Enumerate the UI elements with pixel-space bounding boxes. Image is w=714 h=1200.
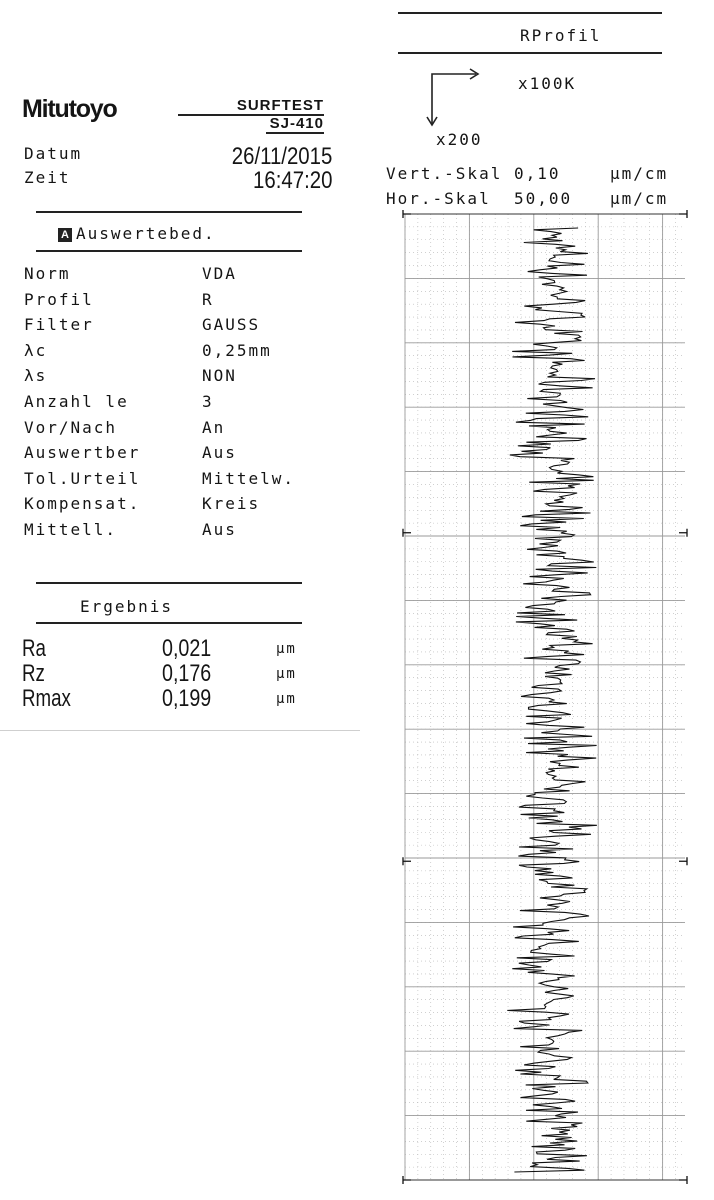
condition-label: λc (24, 340, 48, 360)
result-unit: µm (276, 666, 297, 682)
condition-value: An (202, 417, 226, 437)
condition-label: λs (24, 366, 48, 386)
horizontal-scale-value: 50,00 (514, 189, 573, 208)
condition-value: Aus (202, 443, 237, 463)
divider (36, 582, 302, 584)
roughness-profile-chart (395, 208, 695, 1188)
paper-edge (0, 730, 360, 731)
divider (398, 12, 662, 14)
a-badge-icon: A (58, 228, 72, 242)
date-label: Datum (24, 144, 83, 163)
evaluation-marker (403, 210, 411, 218)
conditions-heading (58, 224, 216, 243)
horizontal-scale-unit: µm/cm (610, 189, 669, 208)
model-line2: SJ-410 (266, 116, 324, 134)
time-value: 16:47:20 (252, 167, 332, 194)
time-label: Zeit (24, 168, 71, 187)
axis-arrows-icon (420, 64, 490, 130)
condition-value: 0,25mm (202, 340, 272, 360)
condition-label: Vor/Nach (24, 417, 118, 437)
condition-value: Mittelw. (202, 468, 296, 488)
vertical-scale-unit: µm/cm (610, 164, 669, 183)
condition-value: Aus (202, 520, 237, 539)
brand-logo: Mitutoyo (22, 95, 117, 123)
condition-value: 3 (202, 392, 214, 411)
condition-value: VDA (202, 264, 237, 283)
date-value: 26/11/2015 (231, 143, 332, 170)
profile-title: RProfil (520, 26, 602, 45)
horizontal-magnification: x200 (436, 130, 483, 149)
condition-label: Auswertber (24, 443, 141, 463)
model-line1: SURFTEST (178, 98, 324, 116)
vertical-scale-label: Vert.-Skal (386, 164, 503, 183)
condition-value: Kreis (202, 494, 261, 514)
vertical-magnification: x100K (518, 74, 577, 93)
result-value: 0,021 (162, 635, 212, 662)
result-label: Ra (22, 635, 46, 662)
result-unit: µm (276, 691, 297, 707)
divider (36, 250, 302, 252)
result-label: Rz (22, 660, 45, 687)
condition-label: Mittell. (24, 520, 118, 539)
result-label: Rmax (22, 685, 71, 712)
model-name (178, 98, 324, 134)
result-unit: µm (276, 641, 297, 657)
condition-value: GAUSS (202, 315, 261, 335)
result-value: 0,176 (162, 660, 212, 687)
results-heading: Ergebnis (80, 597, 174, 616)
conditions-heading-text: Auswertebed. (76, 224, 216, 243)
divider (36, 211, 302, 213)
condition-label: Filter (24, 315, 94, 335)
divider (36, 622, 302, 624)
condition-label: Profil (24, 289, 94, 309)
condition-label: Kompensat. (24, 494, 141, 514)
result-value: 0,199 (162, 685, 212, 712)
evaluation-marker (403, 1176, 411, 1184)
evaluation-marker (679, 1176, 687, 1184)
condition-value: NON (202, 366, 237, 386)
horizontal-scale-label: Hor.-Skal (386, 189, 491, 208)
condition-value: R (202, 289, 214, 309)
divider (398, 52, 662, 54)
condition-label: Tol.Urteil (24, 468, 141, 488)
condition-label: Anzahl le (24, 392, 129, 411)
evaluation-marker (679, 210, 687, 218)
condition-label: Norm (24, 264, 71, 283)
vertical-scale-value: 0,10 (514, 164, 561, 183)
